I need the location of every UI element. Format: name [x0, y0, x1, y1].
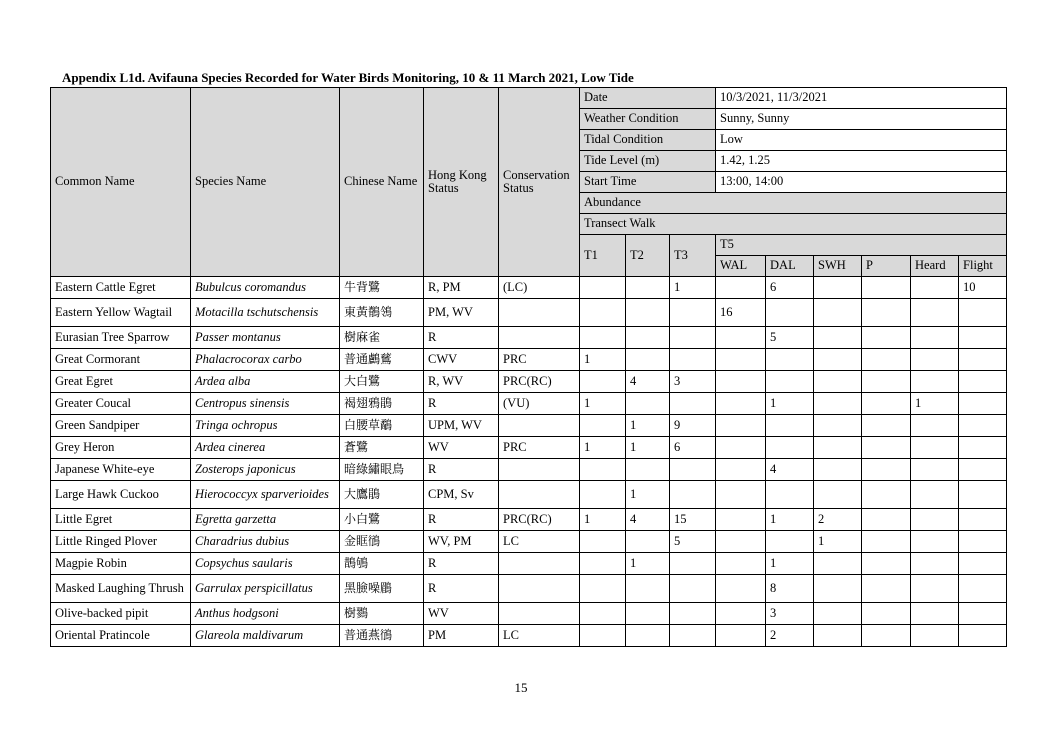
flight-count-cell [959, 371, 1007, 393]
table-row [51, 481, 1007, 509]
t1-count-cell [580, 481, 626, 509]
species-name-cell: Egretta garzetta [191, 509, 340, 531]
hk-status-cell: CPM, Sv [424, 481, 499, 509]
wal-count-cell [716, 625, 766, 647]
t2-count-cell [626, 327, 670, 349]
table-row [51, 625, 1007, 647]
dal-count-cell: 4 [766, 459, 814, 481]
t3-count-cell [670, 481, 716, 509]
t2-count-cell: 1 [626, 437, 670, 459]
hk-status-cell: R [424, 509, 499, 531]
species-name-cell: Garrulax perspicillatus [191, 575, 340, 603]
conservation-status-cell: PRC(RC) [499, 509, 580, 531]
conservation-status-cell [499, 299, 580, 327]
hk-status-cell: UPM, WV [424, 415, 499, 437]
header-heard: Heard [911, 256, 959, 277]
conservation-status-cell [499, 575, 580, 603]
header-wal: WAL [716, 256, 766, 277]
species-name-cell: Anthus hodgsoni [191, 603, 340, 625]
hk-status-cell: R [424, 575, 499, 603]
conservation-status-cell: (VU) [499, 393, 580, 415]
swh-count-cell [814, 371, 862, 393]
common-name-cell: Eastern Yellow Wagtail [51, 299, 191, 327]
chinese-name-cell: 小白鷺 [340, 509, 424, 531]
flight-count-cell [959, 327, 1007, 349]
info-tide-level-value: 1.42, 1.25 [716, 151, 1007, 172]
table-row [51, 349, 1007, 371]
heard-count-cell [911, 459, 959, 481]
heard-count-cell [911, 277, 959, 299]
heard-count-cell [911, 531, 959, 553]
conservation-status-cell [499, 415, 580, 437]
info-abundance-label: Abundance [580, 193, 1007, 214]
wal-count-cell [716, 415, 766, 437]
t3-count-cell [670, 327, 716, 349]
header-t1: T1 [580, 235, 626, 277]
t2-count-cell [626, 277, 670, 299]
t3-count-cell: 6 [670, 437, 716, 459]
t2-count-cell: 1 [626, 415, 670, 437]
p-count-cell [862, 437, 911, 459]
header-chinese-name: Chinese Name [340, 88, 424, 277]
t3-count-cell [670, 459, 716, 481]
table-row [51, 371, 1007, 393]
flight-count-cell [959, 509, 1007, 531]
conservation-status-cell: (LC) [499, 277, 580, 299]
conservation-status-cell [499, 481, 580, 509]
dal-count-cell: 1 [766, 553, 814, 575]
species-name-cell: Tringa ochropus [191, 415, 340, 437]
chinese-name-cell: 樹麻雀 [340, 327, 424, 349]
wal-count-cell [716, 603, 766, 625]
table-row [51, 393, 1007, 415]
t3-count-cell: 3 [670, 371, 716, 393]
species-name-cell: Phalacrocorax carbo [191, 349, 340, 371]
species-name-cell: Glareola maldivarum [191, 625, 340, 647]
header-t3: T3 [670, 235, 716, 277]
common-name-cell: Little Ringed Plover [51, 531, 191, 553]
species-name-cell: Copsychus saularis [191, 553, 340, 575]
species-name-cell: Motacilla tschutschensis [191, 299, 340, 327]
hk-status-cell: PM, WV [424, 299, 499, 327]
t2-count-cell [626, 349, 670, 371]
page-number: 15 [514, 680, 528, 695]
heard-count-cell [911, 327, 959, 349]
dal-count-cell [766, 437, 814, 459]
dal-count-cell: 1 [766, 509, 814, 531]
t3-count-cell [670, 349, 716, 371]
info-start-time-value: 13:00, 14:00 [716, 172, 1007, 193]
species-name-cell: Passer montanus [191, 327, 340, 349]
common-name-cell: Greater Coucal [51, 393, 191, 415]
flight-count-cell [959, 299, 1007, 327]
info-date-value: 10/3/2021, 11/3/2021 [716, 88, 1007, 109]
conservation-status-cell: LC [499, 531, 580, 553]
dal-count-cell: 6 [766, 277, 814, 299]
flight-count-cell: 10 [959, 277, 1007, 299]
common-name-cell: Eastern Cattle Egret [51, 277, 191, 299]
flight-count-cell [959, 349, 1007, 371]
common-name-cell: Masked Laughing Thrush [51, 575, 191, 603]
conservation-status-cell [499, 459, 580, 481]
chinese-name-cell: 普通燕鴴 [340, 625, 424, 647]
t3-count-cell: 5 [670, 531, 716, 553]
flight-count-cell [959, 625, 1007, 647]
t1-count-cell [580, 531, 626, 553]
species-name-cell: Bubulcus coromandus [191, 277, 340, 299]
wal-count-cell [716, 277, 766, 299]
p-count-cell [862, 575, 911, 603]
header-p: P [862, 256, 911, 277]
t3-count-cell [670, 553, 716, 575]
hk-status-cell: WV, PM [424, 531, 499, 553]
chinese-name-cell: 褐翅鴉鵑 [340, 393, 424, 415]
table-row [51, 459, 1007, 481]
species-name-cell: Charadrius dubius [191, 531, 340, 553]
chinese-name-cell: 蒼鷺 [340, 437, 424, 459]
p-count-cell [862, 459, 911, 481]
flight-count-cell [959, 459, 1007, 481]
t1-count-cell [580, 371, 626, 393]
chinese-name-cell: 大白鷺 [340, 371, 424, 393]
info-date-label: Date [580, 88, 716, 109]
t1-count-cell [580, 327, 626, 349]
species-name-cell: Ardea alba [191, 371, 340, 393]
swh-count-cell: 2 [814, 509, 862, 531]
t1-count-cell [580, 299, 626, 327]
dal-count-cell [766, 481, 814, 509]
table-row [51, 437, 1007, 459]
p-count-cell [862, 625, 911, 647]
hk-status-cell: R [424, 553, 499, 575]
p-count-cell [862, 603, 911, 625]
swh-count-cell [814, 481, 862, 509]
hk-status-cell: CWV [424, 349, 499, 371]
wal-count-cell [716, 393, 766, 415]
dal-count-cell [766, 349, 814, 371]
t2-count-cell [626, 393, 670, 415]
t1-count-cell [580, 459, 626, 481]
t2-count-cell: 4 [626, 371, 670, 393]
wal-count-cell [716, 509, 766, 531]
dal-count-cell [766, 531, 814, 553]
dal-count-cell: 3 [766, 603, 814, 625]
swh-count-cell [814, 299, 862, 327]
header-dal: DAL [766, 256, 814, 277]
info-transect-label: Transect Walk [580, 214, 1007, 235]
t3-count-cell: 9 [670, 415, 716, 437]
hk-status-cell: R [424, 459, 499, 481]
flight-count-cell [959, 575, 1007, 603]
wal-count-cell [716, 531, 766, 553]
info-weather-value: Sunny, Sunny [716, 109, 1007, 130]
t1-count-cell [580, 415, 626, 437]
info-tide-level-label: Tide Level (m) [580, 151, 716, 172]
heard-count-cell [911, 553, 959, 575]
dal-count-cell [766, 415, 814, 437]
conservation-status-cell [499, 603, 580, 625]
table-row [51, 509, 1007, 531]
conservation-status-cell: PRC [499, 349, 580, 371]
p-count-cell [862, 531, 911, 553]
flight-count-cell [959, 531, 1007, 553]
heard-count-cell [911, 415, 959, 437]
p-count-cell [862, 371, 911, 393]
wal-count-cell [716, 575, 766, 603]
swh-count-cell [814, 349, 862, 371]
t1-count-cell [580, 553, 626, 575]
table-row [51, 603, 1007, 625]
p-count-cell [862, 509, 911, 531]
p-count-cell [862, 393, 911, 415]
chinese-name-cell: 普通鸕鶿 [340, 349, 424, 371]
p-count-cell [862, 327, 911, 349]
t2-count-cell: 4 [626, 509, 670, 531]
appendix-title: Appendix L1d. Avifauna Species Recorded for Water Birds Monitoring, 10 & 11 March 2021, Low Tide [62, 70, 634, 85]
t2-count-cell [626, 531, 670, 553]
hk-status-cell: R [424, 393, 499, 415]
swh-count-cell [814, 437, 862, 459]
dal-count-cell: 2 [766, 625, 814, 647]
heard-count-cell [911, 349, 959, 371]
chinese-name-cell: 大鷹鵑 [340, 481, 424, 509]
wal-count-cell [716, 481, 766, 509]
flight-count-cell [959, 481, 1007, 509]
chinese-name-cell: 白腰草鷸 [340, 415, 424, 437]
p-count-cell [862, 277, 911, 299]
dal-count-cell [766, 371, 814, 393]
flight-count-cell [959, 393, 1007, 415]
chinese-name-cell: 鵲鴝 [340, 553, 424, 575]
t1-count-cell: 1 [580, 509, 626, 531]
flight-count-cell [959, 415, 1007, 437]
species-name-cell: Hierococcyx sparverioides [191, 481, 340, 509]
swh-count-cell: 1 [814, 531, 862, 553]
common-name-cell: Little Egret [51, 509, 191, 531]
dal-count-cell: 1 [766, 393, 814, 415]
t1-count-cell: 1 [580, 437, 626, 459]
common-name-cell: Large Hawk Cuckoo [51, 481, 191, 509]
swh-count-cell [814, 277, 862, 299]
t3-count-cell [670, 393, 716, 415]
table-row [51, 531, 1007, 553]
heard-count-cell [911, 509, 959, 531]
heard-count-cell [911, 625, 959, 647]
p-count-cell [862, 415, 911, 437]
info-weather-label: Weather Condition [580, 109, 716, 130]
table-row [51, 553, 1007, 575]
common-name-cell: Olive-backed pipit [51, 603, 191, 625]
species-name-cell: Centropus sinensis [191, 393, 340, 415]
t2-count-cell [626, 299, 670, 327]
swh-count-cell [814, 575, 862, 603]
chinese-name-cell: 牛背鷺 [340, 277, 424, 299]
common-name-cell: Great Egret [51, 371, 191, 393]
hk-status-cell: R [424, 327, 499, 349]
table-row [51, 277, 1007, 299]
hk-status-cell: R, WV [424, 371, 499, 393]
t3-count-cell: 1 [670, 277, 716, 299]
p-count-cell [862, 553, 911, 575]
heard-count-cell [911, 437, 959, 459]
swh-count-cell [814, 625, 862, 647]
dal-count-cell: 5 [766, 327, 814, 349]
heard-count-cell [911, 603, 959, 625]
chinese-name-cell: 東黃鶺鴒 [340, 299, 424, 327]
header-conservation-status: Conservation Status [499, 88, 580, 277]
wal-count-cell [716, 553, 766, 575]
t2-count-cell [626, 603, 670, 625]
t2-count-cell: 1 [626, 481, 670, 509]
species-name-cell: Ardea cinerea [191, 437, 340, 459]
t1-count-cell [580, 575, 626, 603]
chinese-name-cell: 樹鷚 [340, 603, 424, 625]
t3-count-cell [670, 603, 716, 625]
wal-count-cell [716, 349, 766, 371]
chinese-name-cell: 暗綠繡眼鳥 [340, 459, 424, 481]
t1-count-cell [580, 625, 626, 647]
swh-count-cell [814, 393, 862, 415]
conservation-status-cell: LC [499, 625, 580, 647]
species-table [50, 87, 1007, 647]
table-row [51, 575, 1007, 603]
hk-status-cell: WV [424, 437, 499, 459]
conservation-status-cell: PRC(RC) [499, 371, 580, 393]
table-row [51, 327, 1007, 349]
t2-count-cell [626, 575, 670, 603]
wal-count-cell [716, 327, 766, 349]
t2-count-cell [626, 625, 670, 647]
common-name-cell: Grey Heron [51, 437, 191, 459]
swh-count-cell [814, 415, 862, 437]
heard-count-cell [911, 481, 959, 509]
common-name-cell: Japanese White-eye [51, 459, 191, 481]
hk-status-cell: WV [424, 603, 499, 625]
conservation-status-cell [499, 553, 580, 575]
wal-count-cell: 16 [716, 299, 766, 327]
header-species-name: Species Name [191, 88, 340, 277]
species-name-cell: Zosterops japonicus [191, 459, 340, 481]
header-common-name: Common Name [51, 88, 191, 277]
t3-count-cell [670, 625, 716, 647]
swh-count-cell [814, 327, 862, 349]
swh-count-cell [814, 553, 862, 575]
flight-count-cell [959, 437, 1007, 459]
common-name-cell: Eurasian Tree Sparrow [51, 327, 191, 349]
table-row [51, 415, 1007, 437]
heard-count-cell: 1 [911, 393, 959, 415]
t3-count-cell [670, 299, 716, 327]
header-t2: T2 [626, 235, 670, 277]
wal-count-cell [716, 459, 766, 481]
conservation-status-cell: PRC [499, 437, 580, 459]
header-swh: SWH [814, 256, 862, 277]
table-row [51, 299, 1007, 327]
p-count-cell [862, 299, 911, 327]
common-name-cell: Green Sandpiper [51, 415, 191, 437]
info-tidal-label: Tidal Condition [580, 130, 716, 151]
dal-count-cell [766, 299, 814, 327]
header-flight: Flight [959, 256, 1007, 277]
chinese-name-cell: 金眶鴴 [340, 531, 424, 553]
heard-count-cell [911, 299, 959, 327]
t1-count-cell [580, 603, 626, 625]
info-start-time-label: Start Time [580, 172, 716, 193]
p-count-cell [862, 349, 911, 371]
swh-count-cell [814, 603, 862, 625]
flight-count-cell [959, 603, 1007, 625]
hk-status-cell: PM [424, 625, 499, 647]
common-name-cell: Magpie Robin [51, 553, 191, 575]
heard-count-cell [911, 575, 959, 603]
conservation-status-cell [499, 327, 580, 349]
hk-status-cell: R, PM [424, 277, 499, 299]
p-count-cell [862, 481, 911, 509]
header-t5: T5 [716, 235, 1007, 256]
t2-count-cell [626, 459, 670, 481]
chinese-name-cell: 黑臉噪鶥 [340, 575, 424, 603]
t2-count-cell: 1 [626, 553, 670, 575]
t1-count-cell: 1 [580, 349, 626, 371]
t1-count-cell: 1 [580, 393, 626, 415]
heard-count-cell [911, 371, 959, 393]
flight-count-cell [959, 553, 1007, 575]
wal-count-cell [716, 371, 766, 393]
common-name-cell: Great Cormorant [51, 349, 191, 371]
info-tidal-value: Low [716, 130, 1007, 151]
t3-count-cell [670, 575, 716, 603]
common-name-cell: Oriental Pratincole [51, 625, 191, 647]
swh-count-cell [814, 459, 862, 481]
header-hk-status: Hong Kong Status [424, 88, 499, 277]
dal-count-cell: 8 [766, 575, 814, 603]
t3-count-cell: 15 [670, 509, 716, 531]
wal-count-cell [716, 437, 766, 459]
t1-count-cell [580, 277, 626, 299]
